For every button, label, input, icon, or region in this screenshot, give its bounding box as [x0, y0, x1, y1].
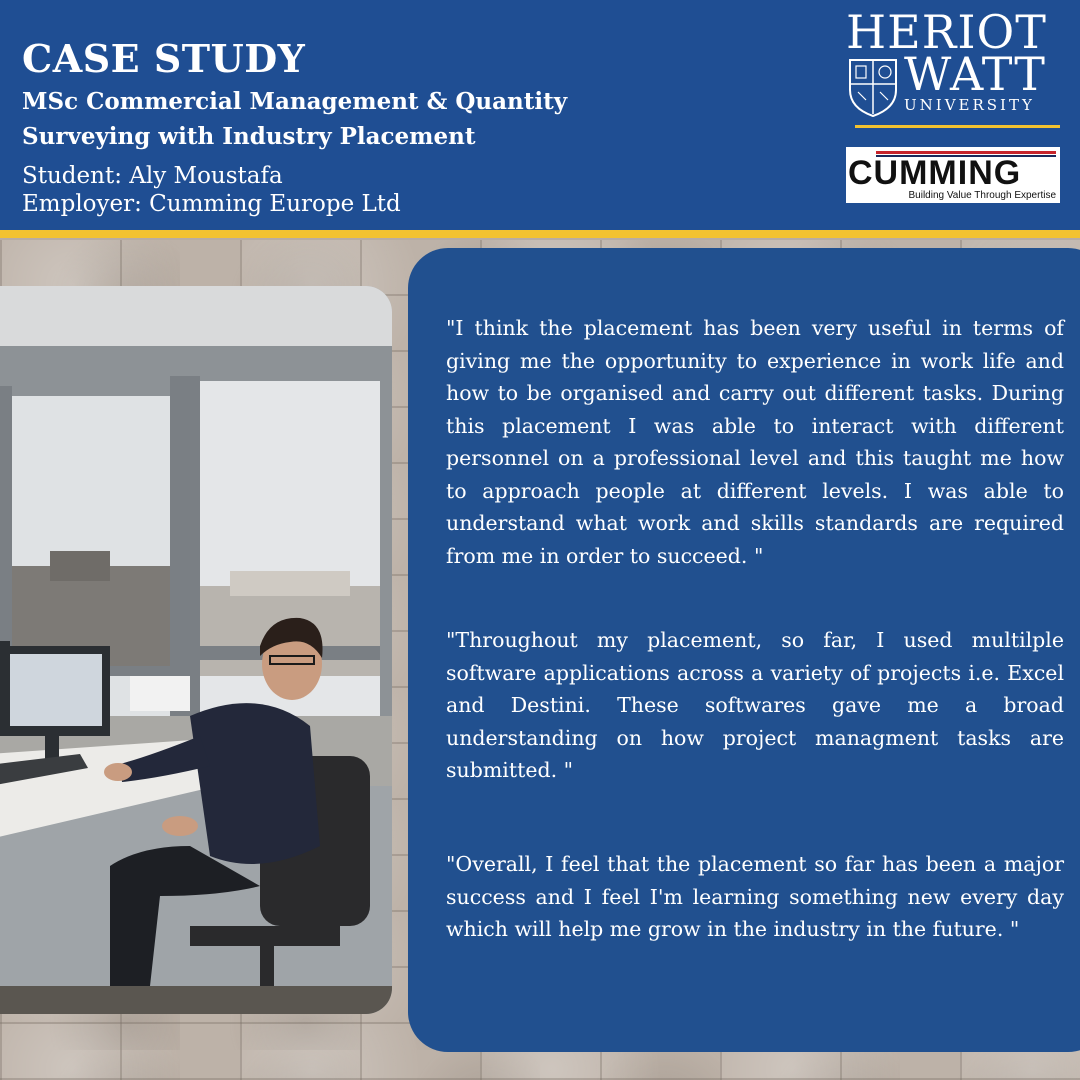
office-scene-illustration [0, 286, 392, 1014]
page-title: CASE STUDY [22, 36, 306, 81]
logo-text-university: UNIVERSITY [904, 96, 1035, 114]
logo-text-heriot: HERIOT [846, 5, 1047, 59]
logo-text-watt: WATT [904, 47, 1046, 101]
university-crest-icon [846, 56, 900, 118]
student-name: Student: Aly Moustafa [22, 163, 283, 189]
testimonial-quote-2: "Throughout my placement, so far, I used multilple software applications across a variety of projects i.e. Excel and Destini. These softwares gave me a broad understanding on how project managment tasks are submitted. " [446, 628, 1064, 782]
heriot-watt-logo [840, 5, 1062, 133]
company-wordmark: CUMMING [848, 154, 1022, 192]
header-banner [0, 0, 1080, 230]
testimonial-quote-1: "I think the placement has been very useful in terms of giving me the opportunity to experience in work life and how to be organised and carry out different tasks. During this placement I was able to interact with different personnel on a professional level and this taught me how to approach people at different levels. I was able to understand what work and skills standards are required from me in order to succeed. " [446, 316, 1064, 568]
company-tagline: Building Value Through Expertise [908, 190, 1056, 201]
testimonial-quote-3: "Overall, I feel that the placement so far has been a major success and I feel I'm learning something new every day which will help me grow in the industry in the future. " [446, 852, 1064, 941]
header-gold-rule [0, 230, 1080, 238]
student-photo [0, 286, 392, 1014]
logo-divider [855, 125, 1060, 128]
employer-name: Employer: Cumming Europe Ltd [22, 191, 401, 217]
programme-name: MSc Commercial Management & Quantity Surveying with Industry Placement [22, 88, 568, 150]
cumming-logo [846, 147, 1060, 203]
student-employer-info [22, 162, 401, 218]
